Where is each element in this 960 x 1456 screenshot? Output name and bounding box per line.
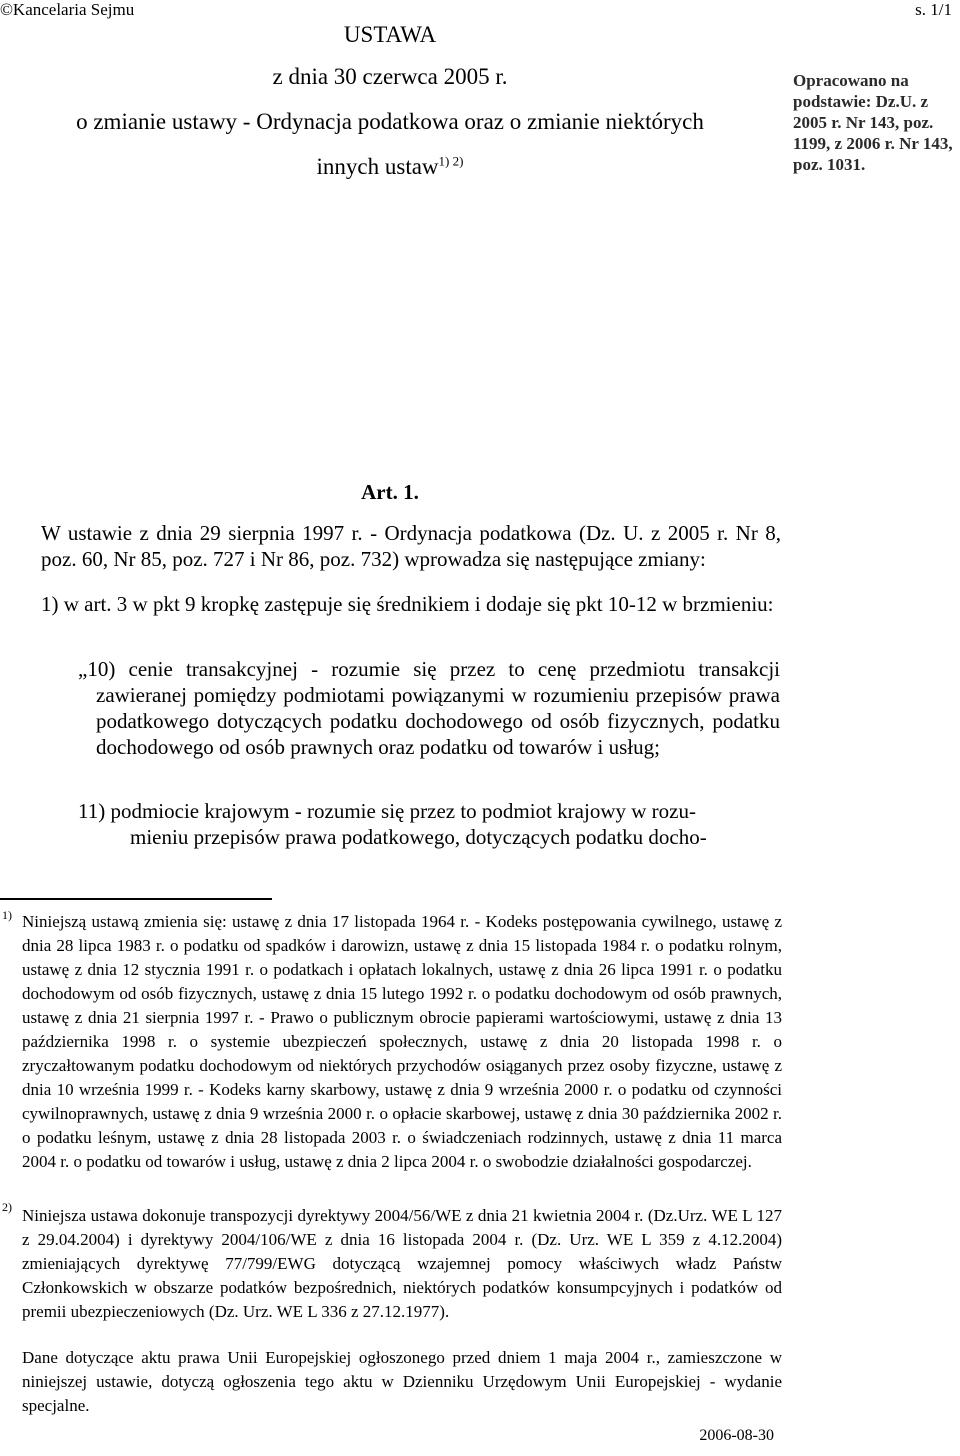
footnote-2: Niniejsza ustawa dokonuje transpozycji dyrektywy 2004/56/WE z dnia 21 kwietnia 2004 r. (Dz.Urz. WE L 127 z 29.04.2004) i dyrektywy 2004/106/WE z dnia 16 listopada 2004 r. (Dz. Urz. WE L 359 z 4.12.2004) zmieniających dyrektywę 77/799/EWG dotyczącą wzajemnej pomocy właściwych władz Państw Członkowskich w obszarze podatków bezpośrednich, niektórych podatków konsumpcyjnych i podatków od premii ubezpieczeniowych (Dz. Urz. WE L 336 z 27.12.1977). <box>22 1206 782 1321</box>
act-subject-text: innych ustaw <box>316 154 439 179</box>
page-number: s. 1/1 <box>915 0 952 19</box>
footnote-1-marker: 1) <box>2 908 12 922</box>
footnote-eu-note: Dane dotyczące aktu prawa Unii Europejskiej ogłoszonego przed dniem 1 maja 2004 r., zamieszczone w niniejszej ustawie, dotyczą ogłoszenia tego aktu w Dzienniku Urzędowym Unii Europejskiej - wydanie specjalne. <box>22 1348 782 1415</box>
footnote-separator <box>0 898 272 900</box>
footer-date: 2006-08-30 <box>699 1427 774 1444</box>
item-11 <box>78 798 780 850</box>
article-intro: W ustawie z dnia 29 sierpnia 1997 r. - Ordynacja podatkowa (Dz. U. z 2005 r. Nr 8, poz. 60, Nr 85, poz. 727 i Nr 86, poz. 732) wprowadza się następujące zmiany: <box>41 521 781 571</box>
header-copyright: ©Kancelaria Sejmu <box>0 0 135 19</box>
act-subject-line1: o zmianie ustawy - Ordynacja podatkowa oraz o zmianie niektórych <box>76 109 704 134</box>
footnote-1: Niniejszą ustawą zmienia się: ustawę z dnia 17 listopada 1964 r. - Kodeks postępowania cywilnego, ustawę z dnia 28 lipca 1983 r. o podatku od spadków i darowizn, ustawę z dnia 15 listopada 1984 r. o podatku rolnym, ustawę z dnia 12 stycznia 1991 r. o podatkach i opłatach lokalnych, ustawę z dnia 26 lipca 1991 r. o podatku dochodowym od osób fizycznych, ustawę z dnia 15 lutego 1992 r. o podatku dochodowym od osób prawnych, ustawę z dnia 21 sierpnia 1997 r. - Prawo o publicznym obrocie papierami wartościowymi, ustawę z dnia 13 października 1998 r. o systemie ubezpieczeń społecznych, ustawę z dnia 20 listopada 1998 r. o zryczałtowanym podatku dochodowym od niektórych przychodów osiąganych przez osoby fizyczne, ustawę z dnia 10 września 1999 r. - Kodeks karny skarbowy, ustawę z dnia 9 września 2000 r. o podatku od czynności cywilnoprawnych, ustawę z dnia 9 września 2000 r. o opłacie skarbowej, ustawę z dnia 30 października 2002 r. o podatku leśnym, ustawę z dnia 28 listopada 2003 r. o świadczeniach rodzinnych, ustawę z dnia 11 marca 2004 r. o podatku od towarów i usług, ustawę z dnia 2 lipca 2004 r. o swobodzie działalności gospodarczej. <box>22 912 782 1171</box>
act-type-title: USTAWA <box>343 22 437 47</box>
point-1: 1) w art. 3 w pkt 9 kropkę zastępuje się średnikiem i dodaje się pkt 10-12 w brzmieniu: <box>41 592 774 616</box>
source-note: Opracowano na podstawie: Dz.U. z 2005 r. Nr 143, poz. 1199, z 2006 r. Nr 143, poz. 1031. <box>793 71 953 174</box>
footnote-2-marker: 2) <box>2 1200 12 1214</box>
act-date: z dnia 30 czerwca 2005 r. <box>272 64 508 89</box>
item-11-line1: 11) podmiocie krajowym - rozumie się przez to podmiot krajowy w rozu- <box>78 799 696 823</box>
item-10: „10) cenie transakcyjnej - rozumie się przez to cenę przedmiotu transakcji zawieranej pomiędzy podmiotami powiązanymi w rozumieniu przepisów prawa podatkowego dotyczących podatku dochodowego od osób fizycznych, podatku dochodowego od osób prawnych oraz podatku od towarów i usług; <box>78 657 780 759</box>
act-subject-line2 <box>0 154 780 180</box>
article-heading: Art. 1. <box>361 480 419 504</box>
title-footnote-refs: 1) 2) <box>438 153 464 169</box>
item-11-line2: mieniu przepisów prawa podatkowego, dotyczących podatku docho- <box>130 825 707 849</box>
